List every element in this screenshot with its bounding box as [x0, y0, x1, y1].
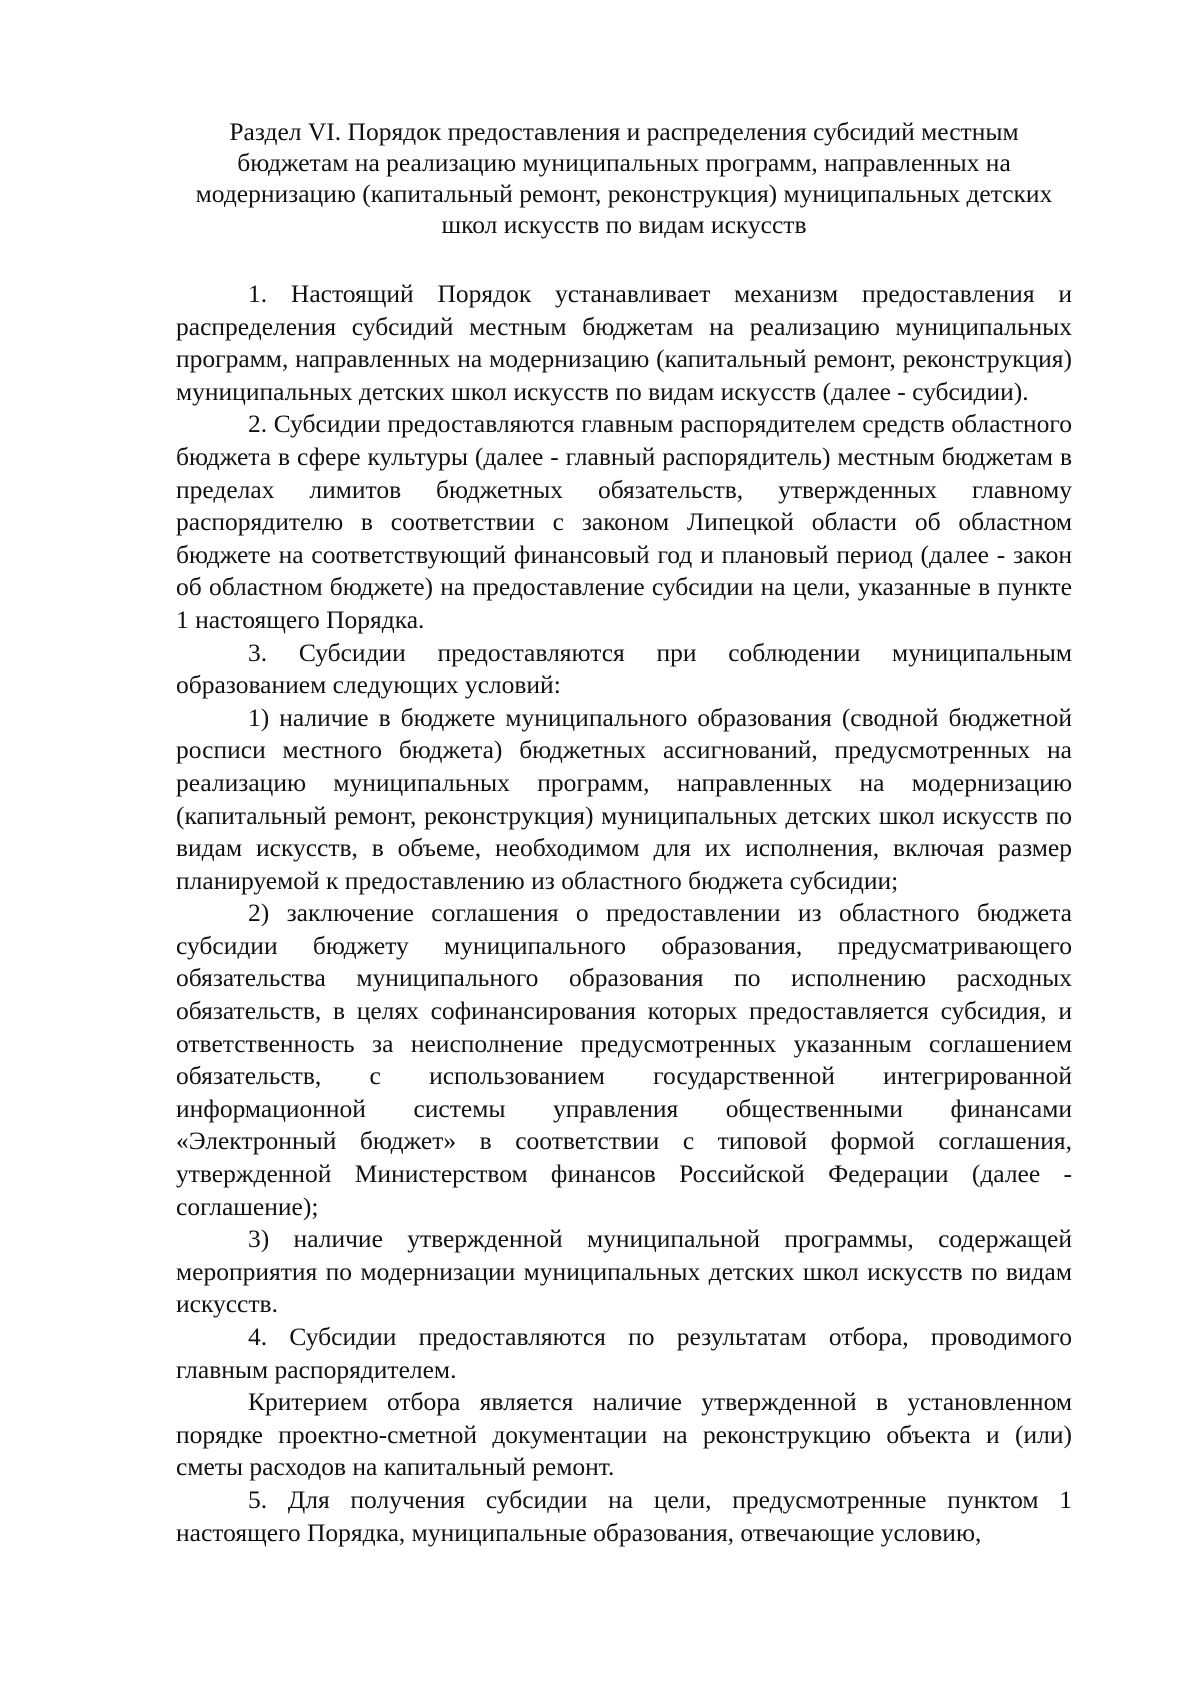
paragraph-4-criterion: Критерием отбора является наличие утвержденной в установленном порядке проектно-сметной документации на реконструкцию объекта и (или) сметы расходов на капитальный ремонт.: [176, 1387, 1072, 1482]
paragraph-5: 5. Для получения субсидии на цели, предусмотренные пунктом 1 настоящего Порядка, муниципальные образования, отвечающие условию,: [176, 1484, 1072, 1547]
paragraph-3-condition-1: 1) наличие в бюджете муниципального образования (сводной бюджетной росписи местного бюджета) бюджетных ассигнований, предусмотренных на реализацию муниципальных программ, направленных на модернизацию (капитальный ремонт, реконструкция) муниципальных детских школ искусств по видам искусств, в объеме, необходимом для их исполнения, включая размер планируемой к предоставлению из областного бюджета субсидии;: [176, 702, 1072, 895]
paragraph-3: 3. Субсидии предоставляются при соблюдении муниципальным образованием следующих условий:: [176, 637, 1072, 700]
paragraph-4: 4. Субсидии предоставляются по результатам отбора, проводимого главным распорядителем.: [176, 1322, 1072, 1384]
paragraph-3-condition-2: 2) заключение соглашения о предоставлении из областного бюджета субсидии бюджету муниципального образования, предусматривающего обязательства муниципального образования по исполнению расходных обязательств, в целях софинансирования которых предоставляется субсидия, и ответственность за неисполнение предусмотренных указанным соглашением обязательств, с использованием государственной интегрированной информационной системы управления общественными финансами «Электронный бюджет» в соответствии с типовой формой соглашения, утвержденной Министерством финансов Российской Федерации (далее - соглашение);: [176, 898, 1072, 1221]
section-title: Раздел VI. Порядок предоставления и распределения субсидий местным бюджетам на реализацию муниципальных программ, направленных на модернизацию (капитальный ремонт, реконструкция) муниципальных детских школ искусств по видам искусств: [195, 117, 1053, 239]
paragraph-3-condition-3: 3) наличие утвержденной муниципальной программы, содержащей мероприятия по модернизации муниципальных детских школ искусств по видам искусств.: [176, 1224, 1072, 1319]
paragraph-2: 2. Субсидии предоставляются главным распорядителем средств областного бюджета в сфере культуры (далее - главный распорядитель) местным бюджетам в пределах лимитов бюджетных обязательств, утвержденных главному распорядителю в соответствии с законом Липецкой области об областном бюджете на соответствующий финансовый год и плановый период (далее - закон об областном бюджете) на предоставление субсидии на цели, указанные в пункте 1 настоящего Порядка.: [176, 409, 1072, 634]
paragraph-1: 1. Настоящий Порядок устанавливает механизм предоставления и распределения субсидий местным бюджетам на реализацию муниципальных программ, направленных на модернизацию (капитальный ремонт, реконструкция) муниципальных детских школ искусств по видам искусств (далее - субсидии).: [176, 279, 1072, 406]
